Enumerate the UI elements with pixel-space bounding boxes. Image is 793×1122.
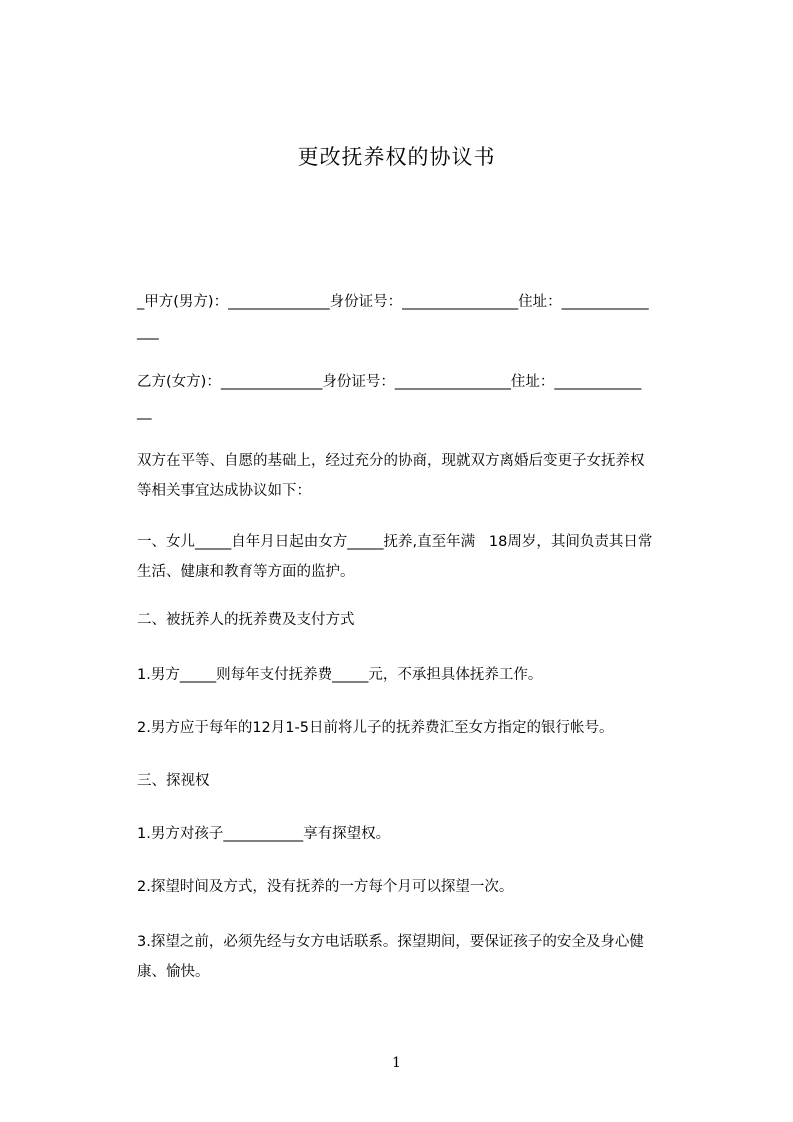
page-number: 1 xyxy=(392,1055,401,1071)
item-3-2: 2.探望时间及方式，没有抚养的一方每个月可以探望一次。 xyxy=(137,879,514,895)
document-title: 更改抚养权的协议书 xyxy=(297,145,496,169)
item-2-1: 1.男方_____则每年支付抚养费_____元，不承担具体抚养工作。 xyxy=(137,667,543,683)
party-a-line: _甲方(男方)：______________身份证号：________________住址：____________ ___ xyxy=(137,294,649,340)
section-3-heading: 三、探视权 xyxy=(137,773,210,789)
clause-1-paragraph: 一、女儿_____自年月日起由女方_____抚养,直至年满 18周岁，其间负责其日常 生活、健康和教育等方面的监护。 xyxy=(137,534,653,580)
section-2-heading: 二、被抚养人的抚养费及支付方式 xyxy=(137,612,355,628)
item-3-1: 1.男方对孩子___________享有探望权。 xyxy=(137,826,391,842)
party-b-line: 乙方(女方)：______________身份证号：________________住址：____________ __ xyxy=(137,374,642,420)
item-2-2: 2.男方应于每年的12月1-5日前将儿子的抚养费汇至女方指定的银行帐号。 xyxy=(137,720,614,736)
item-3-3: 3.探望之前，必须先经与女方电话联系。探望期间，要保证孩子的安全及身心健 康、愉快。 xyxy=(137,934,644,980)
intro-paragraph: 双方在平等、自愿的基础上，经过充分的协商，现就双方离婚后变更子女抚养权 等相关事宜达成协议如下： xyxy=(137,453,645,499)
